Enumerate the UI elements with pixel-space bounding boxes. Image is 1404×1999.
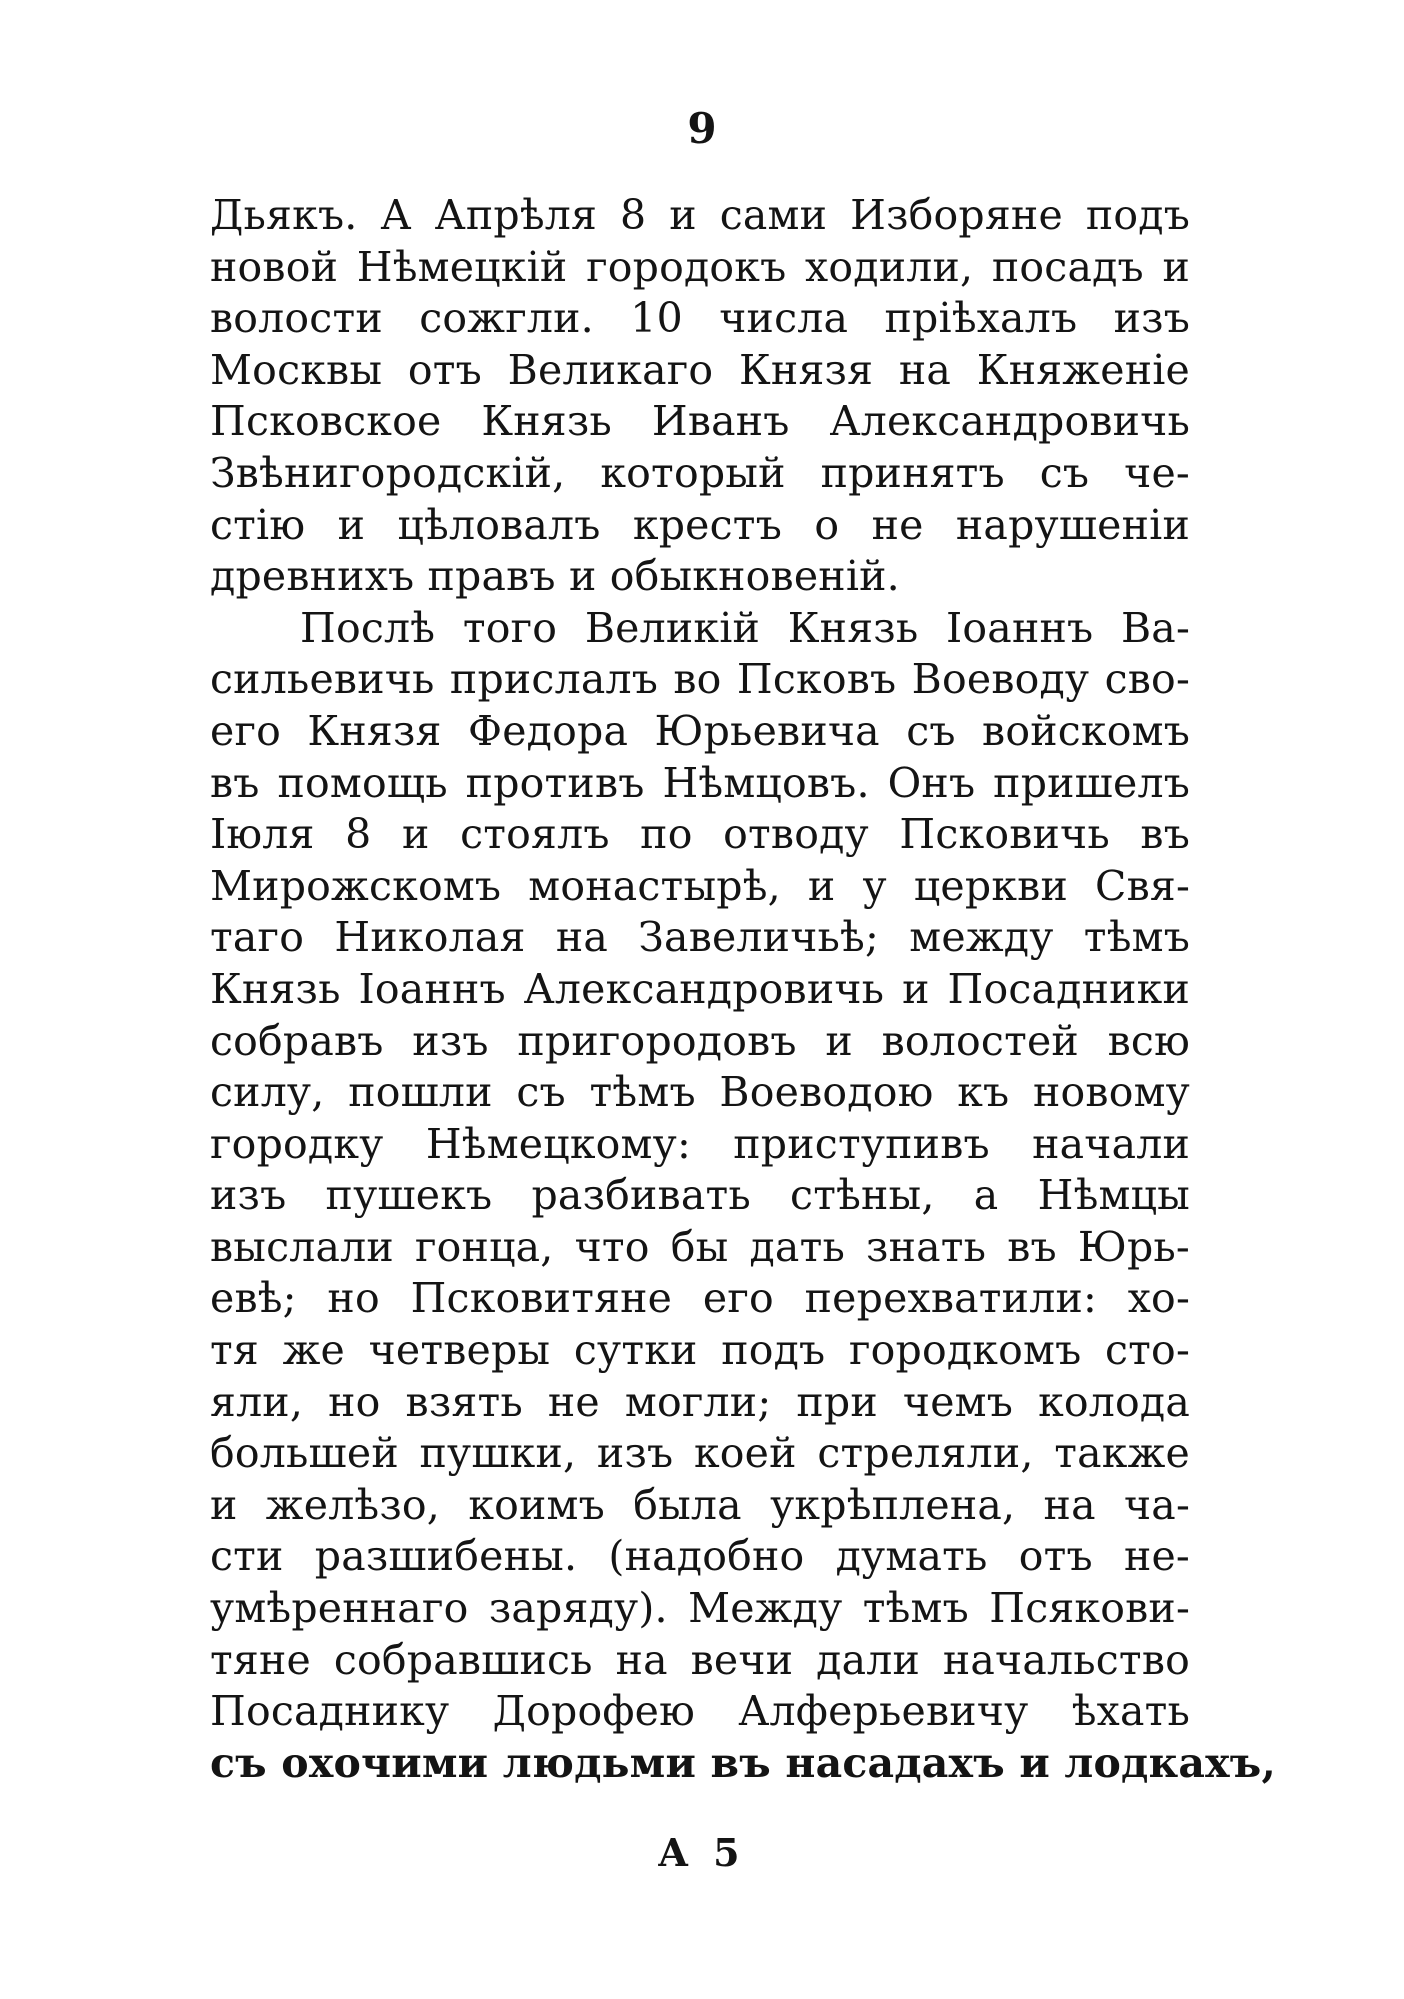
text-line: изъ пушекъ разбивать стѣны, а Нѣмцы xyxy=(210,1171,1190,1220)
text-line: Мирожскомъ монастырѣ, и у церкви Свя- xyxy=(210,861,1190,910)
text-line: Іюля 8 и стоялъ по отводу Псковичь въ xyxy=(210,810,1190,859)
text-line: сти разшибены. (надобно думать отъ не- xyxy=(210,1532,1190,1581)
text-line: волости сожгли. 10 числа пріѣхалъ изъ xyxy=(210,294,1190,343)
text-line: въ помощь противъ Нѣмцовъ. Онъ пришелъ xyxy=(210,758,1190,807)
text-line: Дьякъ. А Апрѣля 8 и сами Изборяне подъ xyxy=(210,191,1190,239)
text-line: и желѣзо, коимъ была укрѣплена, на ча- xyxy=(210,1480,1190,1529)
text-line: таго Николая на Завеличьѣ; между тѣмъ xyxy=(210,913,1190,962)
text-line: силу, пошли съ тѣмъ Воеводою къ новому xyxy=(210,1068,1190,1117)
text-line: тяне собравшись на вечи дали начальство xyxy=(210,1635,1190,1684)
text-line: тя же четверы сутки подъ городкомъ сто- xyxy=(210,1326,1190,1375)
text-line: Звѣнигородскій, который принятъ съ че- xyxy=(210,448,1190,497)
text-line: Псковское Князь Иванъ Александровичь xyxy=(210,397,1190,446)
text-line: древнихъ правъ и обыкновеній. xyxy=(210,552,900,601)
text-line: городку Нѣмецкому: приступивъ начали xyxy=(210,1119,1190,1168)
body-text xyxy=(210,190,1276,1789)
text-line: Москвы отъ Великаго Князя на Княженіе xyxy=(210,345,1190,394)
text-line: съ охочими людьми въ насадахъ и лодкахъ, xyxy=(210,1738,1276,1787)
text-line: большей пушки, изъ коей стреляли, также xyxy=(210,1429,1190,1478)
signature-mark: A 5 xyxy=(658,1830,746,1875)
text-line: стію и цѣловалъ крестъ о не нарушеніи xyxy=(210,500,1190,549)
text-line: умѣреннаго заряду). Между тѣмъ Псякови- xyxy=(210,1584,1190,1633)
text-line: яли, но взять не могли; при чемъ колода xyxy=(210,1377,1190,1426)
text-line: сильевичь прислалъ во Псковъ Воеводу сво- xyxy=(210,655,1190,704)
text-line: евѣ; но Псковитяне его перехватили: хо- xyxy=(210,1274,1190,1323)
paragraph-start-line: Послѣ того Великій Князь Іоаннъ Ва- xyxy=(300,603,1190,652)
text-line: Посаднику Дорофею Алферьевичу ѣхать xyxy=(210,1687,1190,1736)
page-number: 9 xyxy=(687,104,717,153)
text-line: Князь Іоаннъ Александровичь и Посадники xyxy=(210,964,1190,1013)
text-line: выслали гонца, что бы дать знать въ Юрь- xyxy=(210,1222,1190,1271)
text-line: новой Нѣмецкій городокъ ходили, посадъ и xyxy=(210,242,1190,291)
text-line: собравъ изъ пригородовъ и волостей всю xyxy=(210,1016,1190,1065)
text-line: его Князя Федора Юрьевича съ войскомъ xyxy=(210,706,1190,755)
